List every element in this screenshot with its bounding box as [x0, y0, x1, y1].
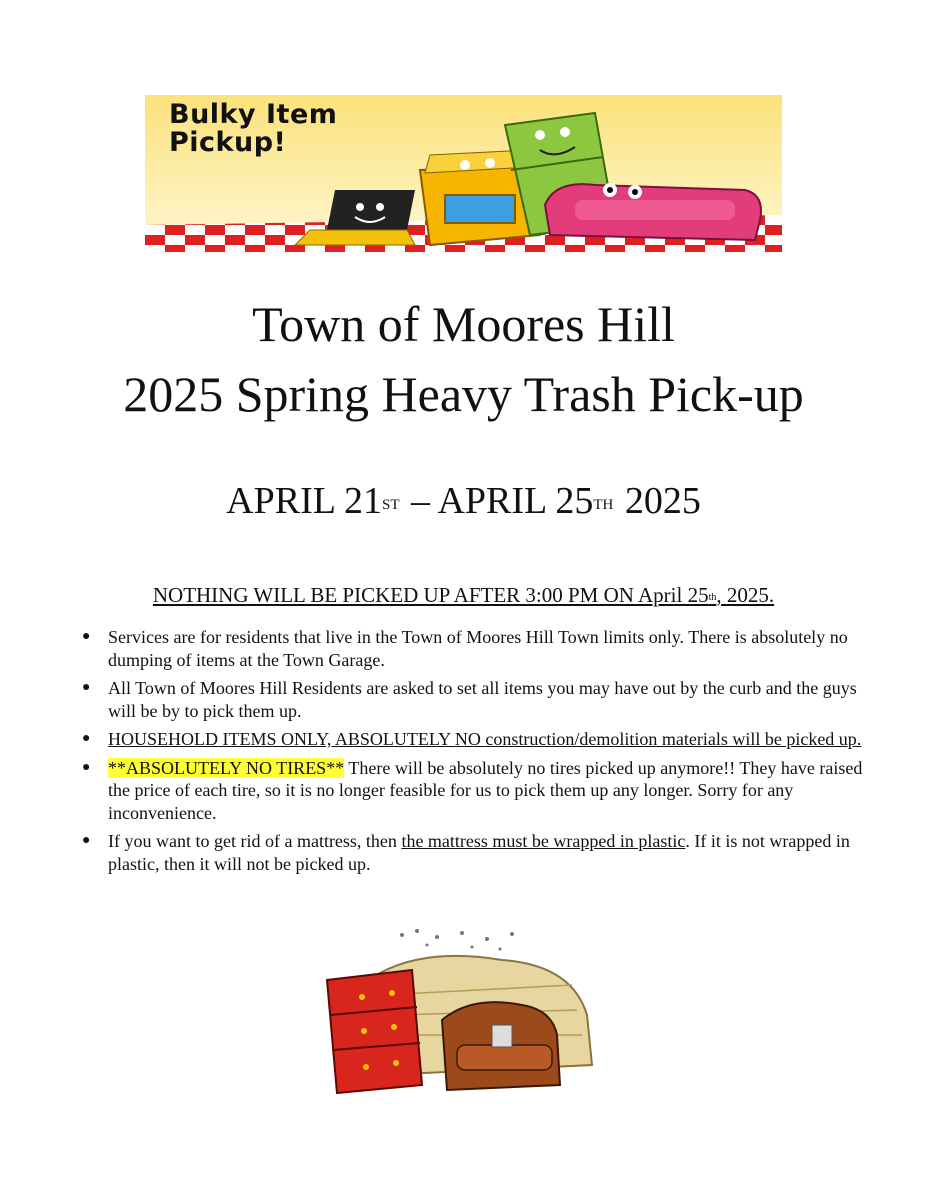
pickup-dates — [0, 478, 927, 524]
rule-curbside: All Town of Moores Hill Residents are asked to set all items you may have out by the curb and the guys will be by to pick them up. — [108, 678, 857, 721]
junk-pile-illustration — [322, 925, 617, 1095]
list-item — [82, 757, 882, 825]
rule-mattress-underline: the mattress must be wrapped in plastic — [401, 831, 686, 851]
banner-text — [169, 101, 337, 157]
page-title: Town of Moores Hill — [252, 296, 675, 352]
bullet-icon: ● — [82, 759, 91, 775]
start-date-suffix: ST — [382, 497, 400, 513]
list-item — [82, 626, 882, 671]
banner-line-2: Pickup! — [169, 127, 287, 158]
list-item — [82, 830, 882, 875]
rules-list — [82, 626, 882, 881]
rule-mattress-post: . If it is not wrapped in plastic, then it will not be picked up. — [108, 831, 850, 874]
bulky-item-banner — [145, 95, 782, 252]
bullet-icon: ● — [82, 629, 91, 644]
rule-residents-only: Services are for residents that live in the Town of Moores Hill Town limits only. There is absolutely no dumping of items at the Town Garage. — [108, 627, 848, 670]
list-item — [82, 677, 882, 722]
page-subtitle: 2025 Spring Heavy Trash Pick-up — [123, 366, 804, 422]
notice-tail: , 2025. — [716, 583, 775, 607]
bullet-icon: ● — [82, 731, 91, 746]
end-date-suffix: TH — [593, 497, 614, 513]
sofa-icon — [545, 183, 761, 240]
junk-pile-icon — [322, 925, 617, 1095]
notice-suffix: th — [708, 592, 717, 603]
end-date: APRIL 25 — [437, 480, 594, 522]
year: 2025 — [615, 480, 701, 522]
notice-text: NOTHING WILL BE PICKED UP AFTER 3:00 PM ON April 25 — [152, 583, 709, 607]
bullet-icon: ● — [82, 833, 91, 848]
rule-no-tires: There will be absolutely no tires picked up anymore!! They have raised the price of each tire, so it is no longer feasible for us to pick them up any longer. Sorry for any inconvenience. — [108, 757, 863, 823]
deadline-notice — [0, 582, 927, 608]
rule-mattress-pre: If you want to get rid of a mattress, then — [108, 831, 402, 851]
start-date: APRIL 21 — [226, 480, 383, 522]
date-separator: – — [401, 480, 438, 522]
rule-household-only: HOUSEHOLD ITEMS ONLY, ABSOLUTELY NO construction/demolition materials will be picked up. — [108, 729, 862, 749]
no-tires-highlight: **ABSOLUTELY NO TIRES** — [108, 757, 345, 778]
list-item — [82, 728, 882, 751]
bullet-icon: ● — [82, 680, 91, 695]
banner-line-1: Bulky Item — [169, 99, 338, 130]
